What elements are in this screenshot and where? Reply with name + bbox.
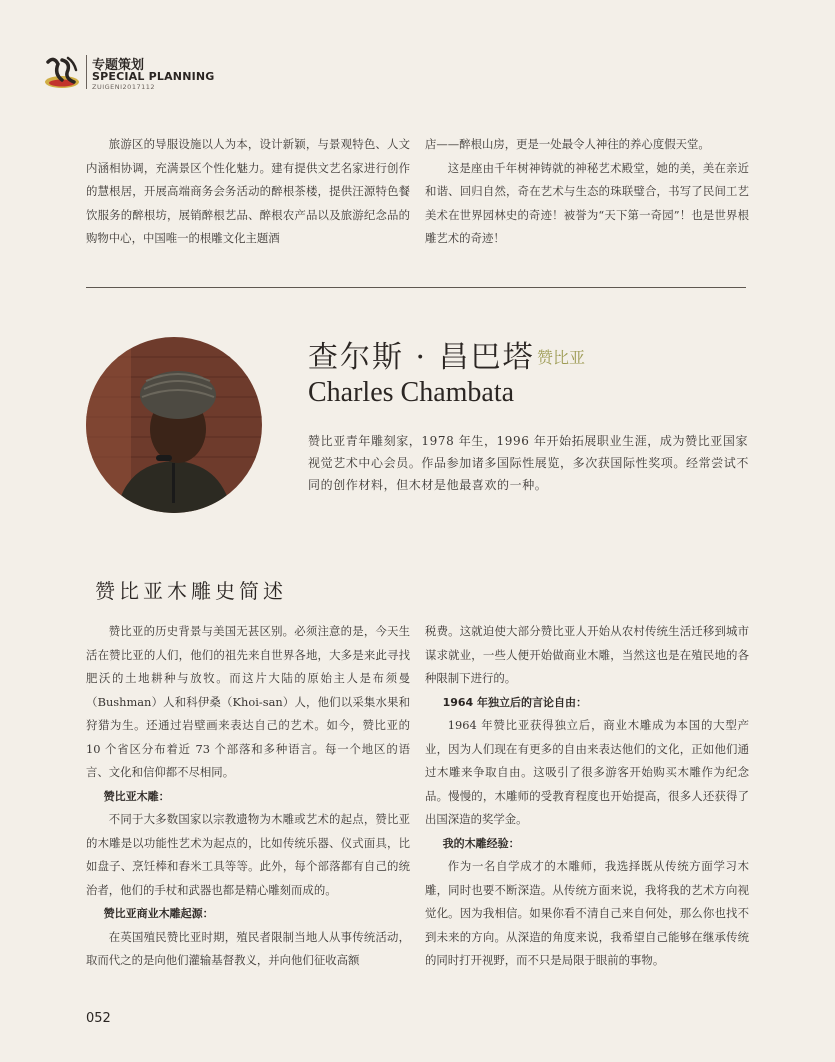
intro-paragraph: 店——醉根山房，更是一处最令人神往的养心度假天堂。 (425, 137, 710, 151)
page-number: 052 (86, 1011, 111, 1026)
section-divider (86, 287, 746, 288)
artist-bio: 赞比亚青年雕刻家，1978 年生，1996 年开始拓展职业生涯，成为赞比亚国家视觉艺术中心会员。作品参加诸多国际性展览，多次获国际性奖项。经常尝试不同的创作材料，但木材是他最喜欢的一种。 (308, 434, 750, 492)
artist-country: 赞比亚 (537, 348, 586, 367)
article-right-column (425, 620, 749, 973)
article-subheading: 我的木雕经验： (442, 836, 520, 850)
article-paragraph: 在英国殖民赞比亚时期，殖民者限制当地人从事传统活动，取而代之的是向他们灌输基督教义，并向他们征收高额 (86, 929, 410, 967)
artist-portrait (86, 337, 262, 513)
article-paragraph: 1964 年赞比亚获得独立后，商业木雕成为本国的大型产业，因为人们现在有更多的自由来表达他们的文化，正如他们通过木雕来争取自由。这吸引了很多游客开始购买木雕作为纪念品。慢慢的，木雕师的受教育程度也开始提高，很多人还获得了出国深造的奖学金。 (425, 718, 749, 826)
magazine-logo (42, 52, 82, 92)
intro-left-column (86, 133, 410, 251)
section-title-en: SPECIAL PLANNING (92, 70, 215, 83)
issue-code: ZUIGENI2017112 (92, 83, 155, 91)
intro-paragraph: 旅游区的导服设施以人为本，设计新颖，与景观特色、人文内涵相协调，充满景区个性化魅力。建有提供文艺名家进行创作的慧根居，开展高端商务会务活动的醉根茶楼，提供汪源特色餐饮服务的醉根坊，展销醉根艺品、醉根农产品以及旅游纪念品的购物中心，中国唯一的根雕文化主题酒 (86, 137, 410, 245)
intro-right-column (425, 133, 749, 251)
artist-name-en: Charles Chambata (308, 377, 515, 408)
article-paragraph: 作为一名自学成才的木雕师，我选择既从传统方面学习木雕，同时也要不断深造。从传统方面来说，我将我的艺术方向视觉化。因为我相信。如果你看不清自己来自何处，那么你也找不到未来的方向。从深造的角度来说，我希望自己能够在继承传统的同时打开视野，而不只是局限于眼前的事物。 (425, 859, 749, 967)
section-title-cn: 专题策划 (92, 58, 145, 73)
article-paragraph: 不同于大多数国家以宗教遗物为木雕或艺术的起点，赞比亚的木雕是以功能性艺术为起点的，比如传统乐器、仪式面具，比如盘子、烹饪棒和舂米工具等等。此外，每个部落都有自己的统治者，他们的手杖和武器也都是精心雕刻而成的。 (86, 812, 410, 897)
article-paragraph: 赞比亚的历史背景与美国无甚区别。必须注意的是，今天生活在赞比亚的人们，他们的祖先来自世界各地，大多是来此寻找肥沃的土地耕种与放牧。而这片大陆的原始主人是布须曼（Bushman）人和科伊桑（Khoi-san）人，他们以采集水果和狩猎为生。还通过岩壁画来表达自己的艺术。如今，赞比亚的 10 个省区分布着近 73 个部落和多种语言。每一个地区的语言、文化和信仰都不尽相同。 (86, 624, 410, 779)
artist-name-cn: 查尔斯 · 昌巴塔 (308, 340, 535, 375)
article-subheading: 赞比亚木雕： (103, 789, 170, 803)
article-title: 赞比亚木雕史简述 (95, 579, 287, 603)
article-left-column (86, 620, 410, 973)
article-subheading: 1964 年独立后的言论自由： (442, 695, 588, 709)
intro-paragraph: 这是座由千年树神铸就的神秘艺术殿堂，她的美，美在亲近和谐、回归自然，奇在艺术与生态的珠联璧合，书写了民间工艺美术在世界园林史的奇迹！被誉为“天下第一奇园”！也是世界根雕艺术的奇迹！ (425, 160, 749, 245)
header-divider (86, 55, 87, 89)
article-subheading: 赞比亚商业木雕起源： (103, 907, 214, 920)
article-paragraph: 税费。这就迫使大部分赞比亚人开始从农村传统生活迁移到城市谋求就业，一些人便开始做商业木雕，当然这也是在殖民地的各种限制下进行的。 (425, 624, 749, 685)
